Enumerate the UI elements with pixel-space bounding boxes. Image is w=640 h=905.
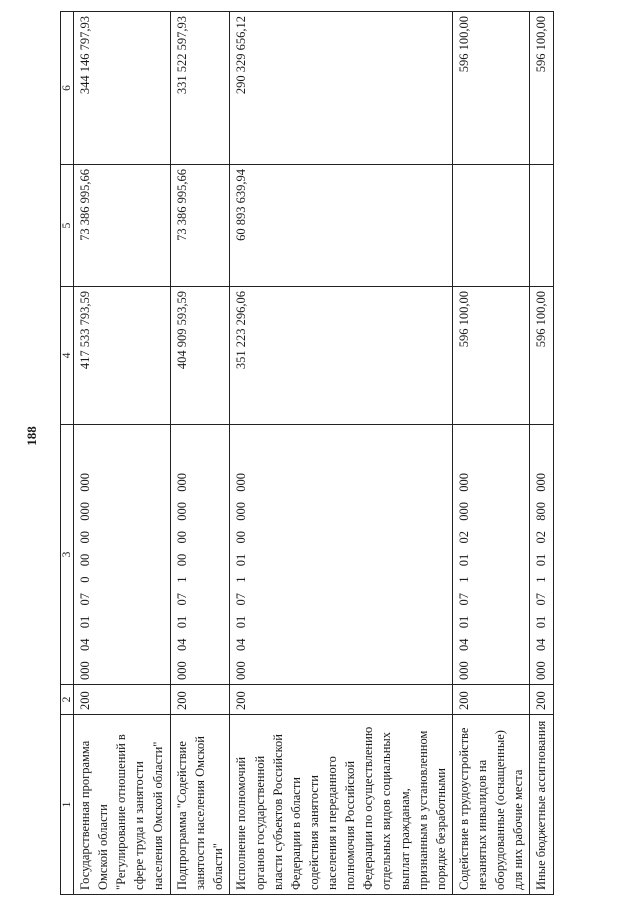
row-name: Иные бюджетные ассигнования — [530, 715, 553, 895]
row-classification-code: 000 04 01 07 1 01 02 000 000 — [452, 425, 530, 685]
column-header-3: 3 — [61, 425, 74, 685]
column-header-1: 1 — [61, 715, 74, 895]
row-amount-4: 417 533 793,59 — [74, 287, 171, 425]
column-header-4: 4 — [61, 287, 74, 425]
row-admin-code: 200 — [171, 685, 230, 715]
row-amount-5: 73 386 995,66 — [171, 165, 230, 287]
row-name: Подпрограмма "Содействие занятости населения Омской области" — [171, 715, 230, 895]
budget-table-rotated — [60, 12, 549, 895]
row-admin-code: 200 — [530, 685, 553, 715]
column-header-5: 5 — [61, 165, 74, 287]
row-amount-6: 290 329 656,12 — [230, 12, 453, 165]
row-classification-code: 000 04 01 07 0 00 00 000 000 — [74, 425, 171, 685]
row-amount-6: 344 146 797,93 — [74, 12, 171, 165]
row-amount-4: 404 909 593,59 — [171, 287, 230, 425]
row-admin-code: 200 — [230, 685, 453, 715]
row-name: Содействие в трудоустройстве незанятых инвалидов на оборудованные (оснащенные) для них рабочие места — [452, 715, 530, 895]
column-header-2: 2 — [61, 685, 74, 715]
row-classification-code: 000 04 01 07 1 00 00 000 000 — [171, 425, 230, 685]
row-amount-5 — [530, 165, 553, 287]
table-row — [74, 12, 171, 895]
row-amount-4: 351 223 296,06 — [230, 287, 453, 425]
row-amount-4: 596 100,00 — [530, 287, 553, 425]
row-amount-5 — [452, 165, 530, 287]
row-name: Государственная программа Омской области "Регулирование отношений в сфере труда и занятости населения Омской области" — [74, 715, 171, 895]
budget-table — [60, 11, 554, 895]
table-row — [171, 12, 230, 895]
budget-table-sheet — [60, 12, 549, 890]
row-amount-6: 596 100,00 — [530, 12, 553, 165]
table-row — [230, 12, 453, 895]
row-amount-5: 73 386 995,66 — [74, 165, 171, 287]
table-row — [530, 12, 553, 895]
row-amount-4: 596 100,00 — [452, 287, 530, 425]
table-header-row — [61, 12, 74, 895]
table-row — [452, 12, 530, 895]
column-header-6: 6 — [61, 12, 74, 165]
row-amount-6: 596 100,00 — [452, 12, 530, 165]
row-admin-code: 200 — [74, 685, 171, 715]
row-classification-code: 000 04 01 07 1 01 02 800 000 — [530, 425, 553, 685]
row-amount-6: 331 522 597,93 — [171, 12, 230, 165]
row-name: Исполнение полномочий органов государственной власти субъектов Российской Федерации в области содействия занятости населения и переданного полномочия Российской Федерации по осуществлению отдельных видов социальных выплат гражданам, признанным в установленном порядке безработными — [230, 715, 453, 895]
row-amount-5: 60 893 639,94 — [230, 165, 453, 287]
row-classification-code: 000 04 01 07 1 01 00 000 000 — [230, 425, 453, 685]
row-admin-code: 200 — [452, 685, 530, 715]
page-number: 188 — [23, 426, 39, 446]
